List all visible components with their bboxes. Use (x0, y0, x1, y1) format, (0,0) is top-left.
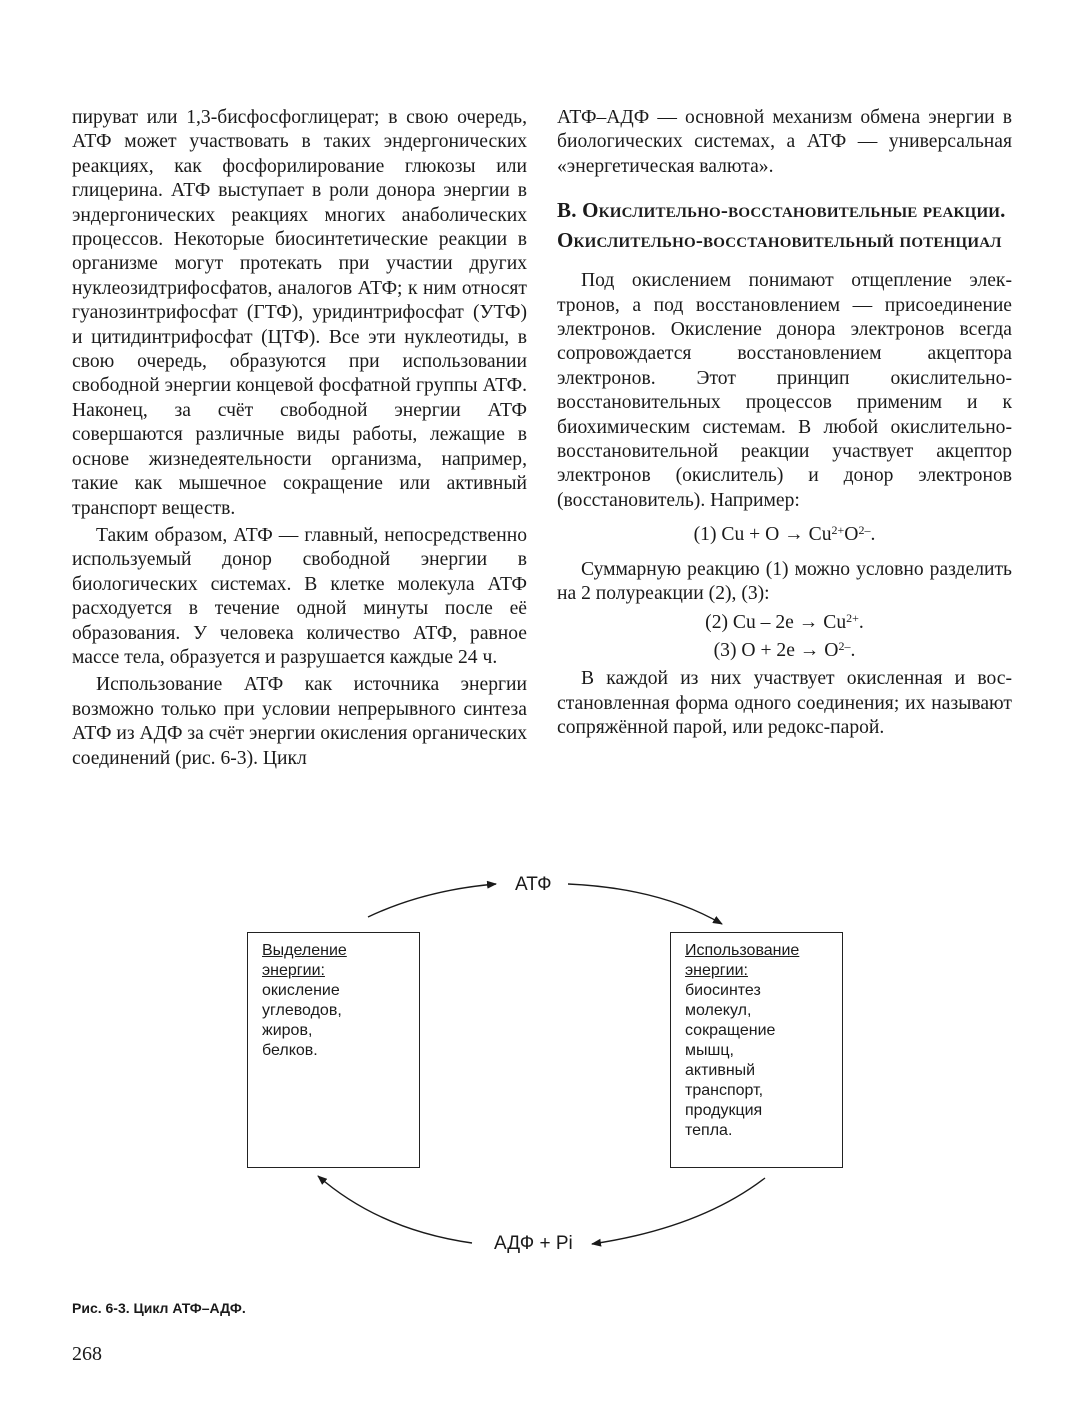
page-number: 268 (72, 1343, 102, 1365)
paragraph: АТФ–АДФ — основной механизм обмена энергии в биологических системах, а АТФ — универсальная «энергетическая валюта». (557, 107, 1012, 177)
equation-1: (1) $Cu + O \to Cu^{2+}O^{2-}$. (693, 523, 876, 546)
energy-release-body: окисление углеводов, жиров, белков. (262, 982, 342, 1059)
arrow-atp-to-right (568, 884, 722, 924)
paragraph: пируват или 1,3-бисфосфоглицерат; в свою очередь, АТФ может участвовать в таких эндергонических реакциях, как фосфорилирование глюкозы или глицерина. АТФ выступает в роли донора энергии в эндергонических реакциях многих анаболических процессов. Некоторые биосинтетические реакции в организме могут протекать при участии других нуклеозидтрифосфатов, аналогов АТФ; к ним относят гуанозинтрифосфат (ГТФ), уридинтрифосфат (УТФ) и цитидинтрифосфат (ЦТФ). Все эти нуклеотиды, в свою очередь, образуются при использовании свободной энергии концевой фосфатной группы АТФ. Наконец, за счёт свободной энергии АТФ совершаются различные виды работы, лежащие в основе жизнедеятельности организма, например, такие как мышечное сокращение или активный транспорт веществ. (72, 107, 527, 519)
paragraph: Таким образом, АТФ — главный, непосредственно используемый донор свободной энергии в биологических системах. В клетке молекула АТФ расходуется в течение одной минуты после её образования. У человека количество АТФ, равное массе тела, образуется и разрушается каждые 24 ч. (72, 524, 527, 668)
left-column (72, 106, 527, 771)
arrow-right-to-adp (592, 1178, 765, 1244)
paragraph: Суммарную реакцию (1) можно условно разделить на 2 полуреакции (2), (3): (557, 558, 1012, 605)
equation-2: (2) $Cu - 2e \to Cu^{2+}$. (705, 610, 864, 633)
cycle-arrows (0, 860, 1077, 1260)
figure-caption: Рис. 6-3. Цикл АТФ–АДФ. (72, 1300, 246, 1316)
paragraph: В каждой из них участвует окисленная и восстановленная форма одного соединения; их называют сопряжённой парой, или редокс-парой. (557, 668, 1012, 739)
paragraph: Под окислением понимают отщепление электронов, а под восстановлением — присоединение электронов. Окисление донора электронов всегда сопровождается восстановлением акцептора электронов. Этот принцип окислительно-восстановительных процессов применим и к биохимическим системам. В любой окислительно-восстановительной реакции участвует акцептор электронов (окислитель) и донор электронов (восстановитель). Например: (557, 270, 1012, 511)
arrow-left-to-atp (368, 884, 496, 917)
energy-use-body: биосинтез молекул, сокращение мышц, активный транспорт, продукция тепла. (685, 982, 776, 1139)
paragraph: Использование АТФ как источника энергии возможно только при условии непрерывного синтеза АТФ из АДФ за счёт энергии окисления органических соединений (рис. 6-3). Цикл (72, 674, 527, 769)
atp-adp-cycle-figure (0, 860, 1077, 1260)
adp-pi-label: АДФ + Pi (494, 1233, 573, 1254)
energy-use-box (670, 932, 843, 1168)
section-heading: В. Окислительно-восстановительные реакции. Окислительно-восстановительный потенциал (557, 198, 1006, 253)
energy-release-title: Выделение энергии: (262, 942, 347, 979)
atp-label: АТФ (515, 874, 552, 895)
arrow-adp-to-left (318, 1176, 472, 1243)
equation-3: (3) $O + 2e \to O^{2-}$. (713, 638, 856, 661)
energy-release-box (247, 932, 420, 1168)
energy-use-title: Использование энергии: (685, 942, 800, 979)
right-column (557, 106, 1012, 741)
